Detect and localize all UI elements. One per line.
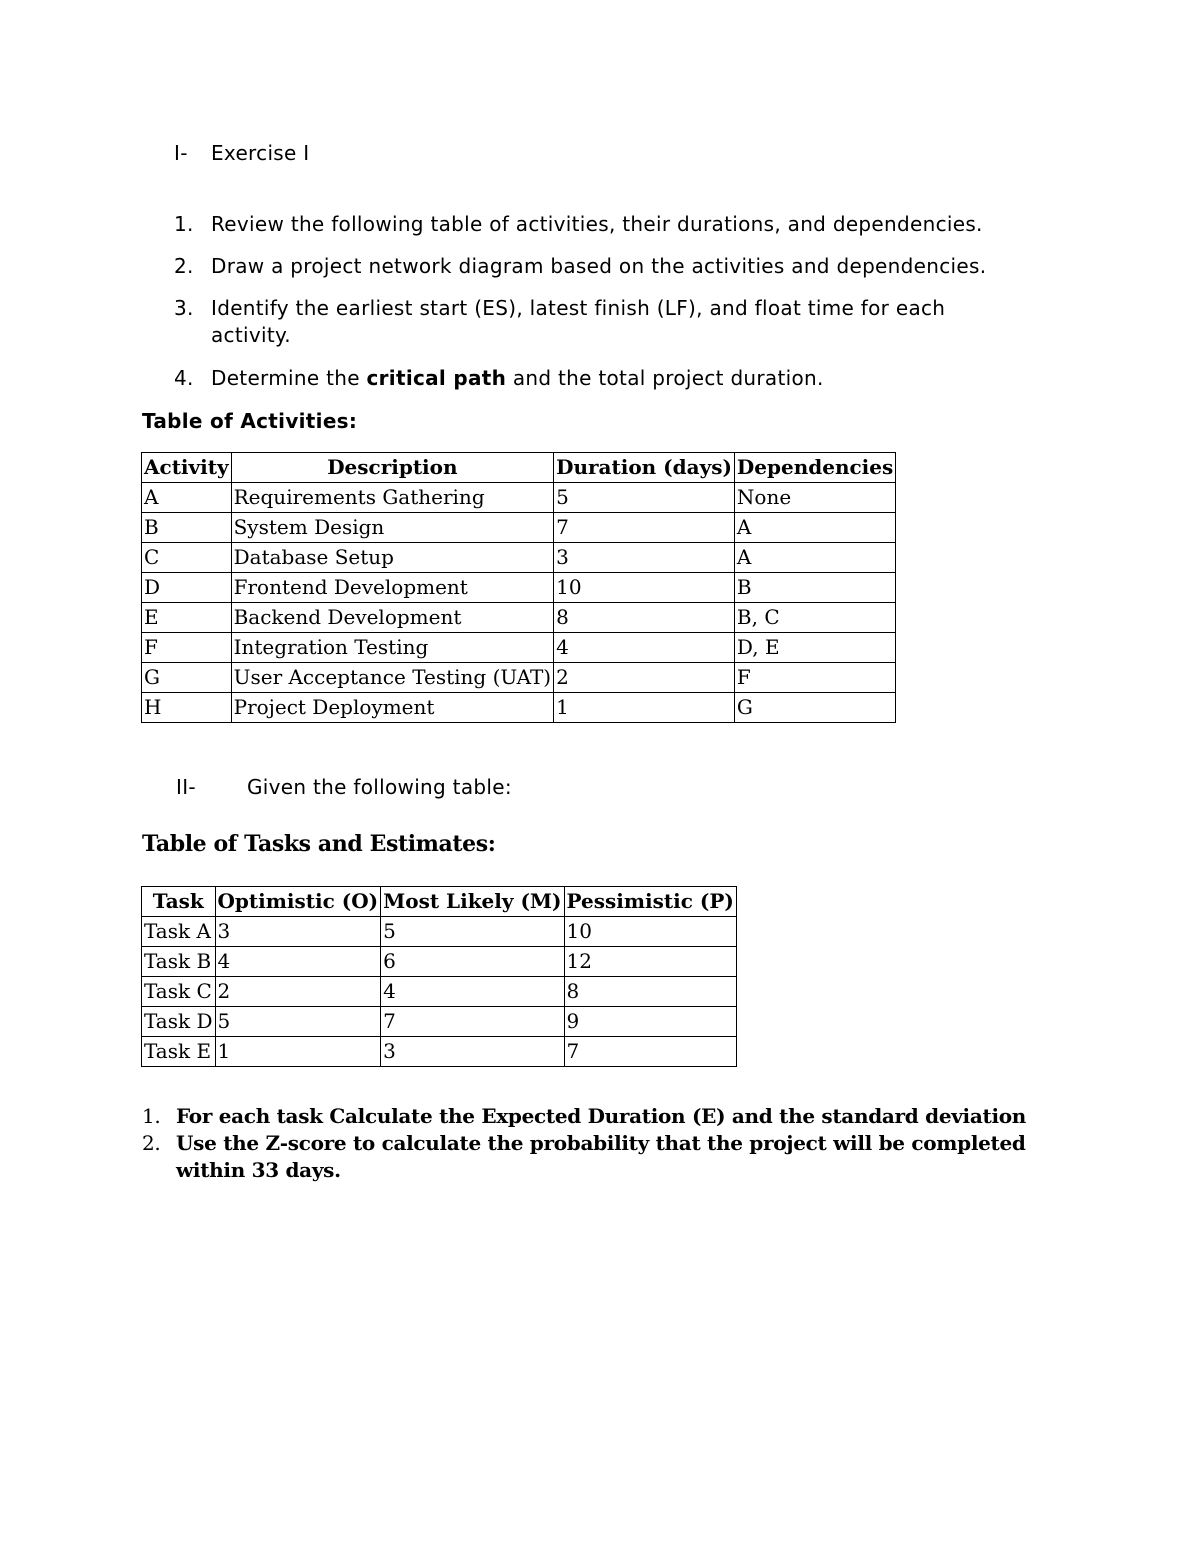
cell-duration: 3 [554, 543, 735, 573]
header-task: Task [142, 887, 216, 917]
section-2-numeral: II- [176, 775, 196, 799]
list-item [142, 1103, 1062, 1130]
cell-task: Task C [142, 977, 216, 1007]
header-duration: Duration (days) [554, 453, 735, 483]
table-row [142, 1007, 737, 1037]
table-row [142, 693, 896, 723]
cell-most-likely: 3 [381, 1037, 564, 1067]
table-row [142, 543, 896, 573]
activities-table-title: Table of Activities: [142, 409, 358, 433]
cell-description: Backend Development [231, 603, 554, 633]
cell-activity: C [142, 543, 232, 573]
cell-dependencies: A [734, 513, 895, 543]
cell-duration: 7 [554, 513, 735, 543]
cell-activity: D [142, 573, 232, 603]
cell-duration: 1 [554, 693, 735, 723]
cell-task: Task A [142, 917, 216, 947]
cell-dependencies: A [734, 543, 895, 573]
cell-most-likely: 7 [381, 1007, 564, 1037]
table-row [142, 977, 737, 1007]
cell-optimistic: 4 [215, 947, 381, 977]
section-1-numeral: I- [174, 141, 188, 165]
cell-most-likely: 5 [381, 917, 564, 947]
cell-duration: 2 [554, 663, 735, 693]
table-row [142, 663, 896, 693]
cell-activity: A [142, 483, 232, 513]
cell-description: Frontend Development [231, 573, 554, 603]
list-item [174, 253, 1004, 280]
critical-path-emphasis: critical path [366, 366, 507, 390]
header-description: Description [231, 453, 554, 483]
cell-activity: E [142, 603, 232, 633]
estimates-table [141, 886, 737, 1067]
list-number: 1. [174, 212, 194, 236]
list-item [174, 211, 1004, 238]
table-row [142, 513, 896, 543]
cell-duration: 5 [554, 483, 735, 513]
cell-dependencies: G [734, 693, 895, 723]
cell-activity: B [142, 513, 232, 543]
table-row [142, 1037, 737, 1067]
cell-description: Database Setup [231, 543, 554, 573]
cell-description: System Design [231, 513, 554, 543]
cell-dependencies: B [734, 573, 895, 603]
cell-pessimistic: 8 [564, 977, 736, 1007]
cell-pessimistic: 9 [564, 1007, 736, 1037]
cell-description: Integration Testing [231, 633, 554, 663]
list-item [174, 295, 1004, 349]
question-list [142, 1103, 1062, 1184]
header-dependencies: Dependencies [734, 453, 895, 483]
cell-duration: 4 [554, 633, 735, 663]
cell-optimistic: 2 [215, 977, 381, 1007]
cell-most-likely: 4 [381, 977, 564, 1007]
cell-activity: H [142, 693, 232, 723]
list-item [142, 1130, 1062, 1184]
cell-dependencies: F [734, 663, 895, 693]
list-text: Identify the earliest start (ES), latest finish (LF), and float time for each activity. [211, 296, 946, 347]
list-item [174, 365, 1004, 392]
cell-optimistic: 3 [215, 917, 381, 947]
cell-description: User Acceptance Testing (UAT) [231, 663, 554, 693]
header-activity: Activity [142, 453, 232, 483]
cell-optimistic: 5 [215, 1007, 381, 1037]
table-row [142, 483, 896, 513]
section-2-title: Given the following table: [247, 775, 512, 799]
section-1-title: Exercise I [211, 141, 310, 165]
table-header-row [142, 453, 896, 483]
cell-most-likely: 6 [381, 947, 564, 977]
activities-table [141, 452, 896, 723]
table-row [142, 917, 737, 947]
list-text: Draw a project network diagram based on the activities and dependencies. [211, 254, 987, 278]
cell-pessimistic: 7 [564, 1037, 736, 1067]
section-1-heading [174, 141, 309, 165]
list-number: 3. [174, 296, 194, 320]
cell-task: Task D [142, 1007, 216, 1037]
header-pessimistic: Pessimistic (P) [564, 887, 736, 917]
table-row [142, 573, 896, 603]
list-text [211, 365, 1004, 392]
cell-pessimistic: 10 [564, 917, 736, 947]
list-number: 1. [142, 1104, 161, 1128]
table-row [142, 603, 896, 633]
cell-activity: F [142, 633, 232, 663]
list-text: Use the Z-score to calculate the probability that the project will be completed within 33 days. [176, 1131, 1026, 1182]
cell-description: Requirements Gathering [231, 483, 554, 513]
section-2-heading [176, 775, 512, 799]
list-text-end: and the total project duration. [506, 366, 824, 390]
list-number: 2. [174, 254, 194, 278]
list-number: 2. [142, 1131, 161, 1155]
header-optimistic: Optimistic (O) [215, 887, 381, 917]
cell-pessimistic: 12 [564, 947, 736, 977]
table-row [142, 633, 896, 663]
list-text-start: Determine the [211, 366, 367, 390]
cell-duration: 10 [554, 573, 735, 603]
cell-duration: 8 [554, 603, 735, 633]
table-header-row [142, 887, 737, 917]
cell-dependencies: None [734, 483, 895, 513]
list-text: Review the following table of activities, their durations, and dependencies. [211, 212, 983, 236]
list-number: 4. [174, 366, 194, 390]
cell-task: Task B [142, 947, 216, 977]
cell-description: Project Deployment [231, 693, 554, 723]
table-row [142, 947, 737, 977]
cell-dependencies: D, E [734, 633, 895, 663]
exercise-task-list [174, 211, 1004, 392]
cell-task: Task E [142, 1037, 216, 1067]
estimates-table-title: Table of Tasks and Estimates: [142, 831, 496, 857]
cell-dependencies: B, C [734, 603, 895, 633]
cell-activity: G [142, 663, 232, 693]
cell-optimistic: 1 [215, 1037, 381, 1067]
header-most-likely: Most Likely (M) [381, 887, 564, 917]
list-text: For each task Calculate the Expected Duration (E) and the standard deviation [176, 1104, 1027, 1128]
